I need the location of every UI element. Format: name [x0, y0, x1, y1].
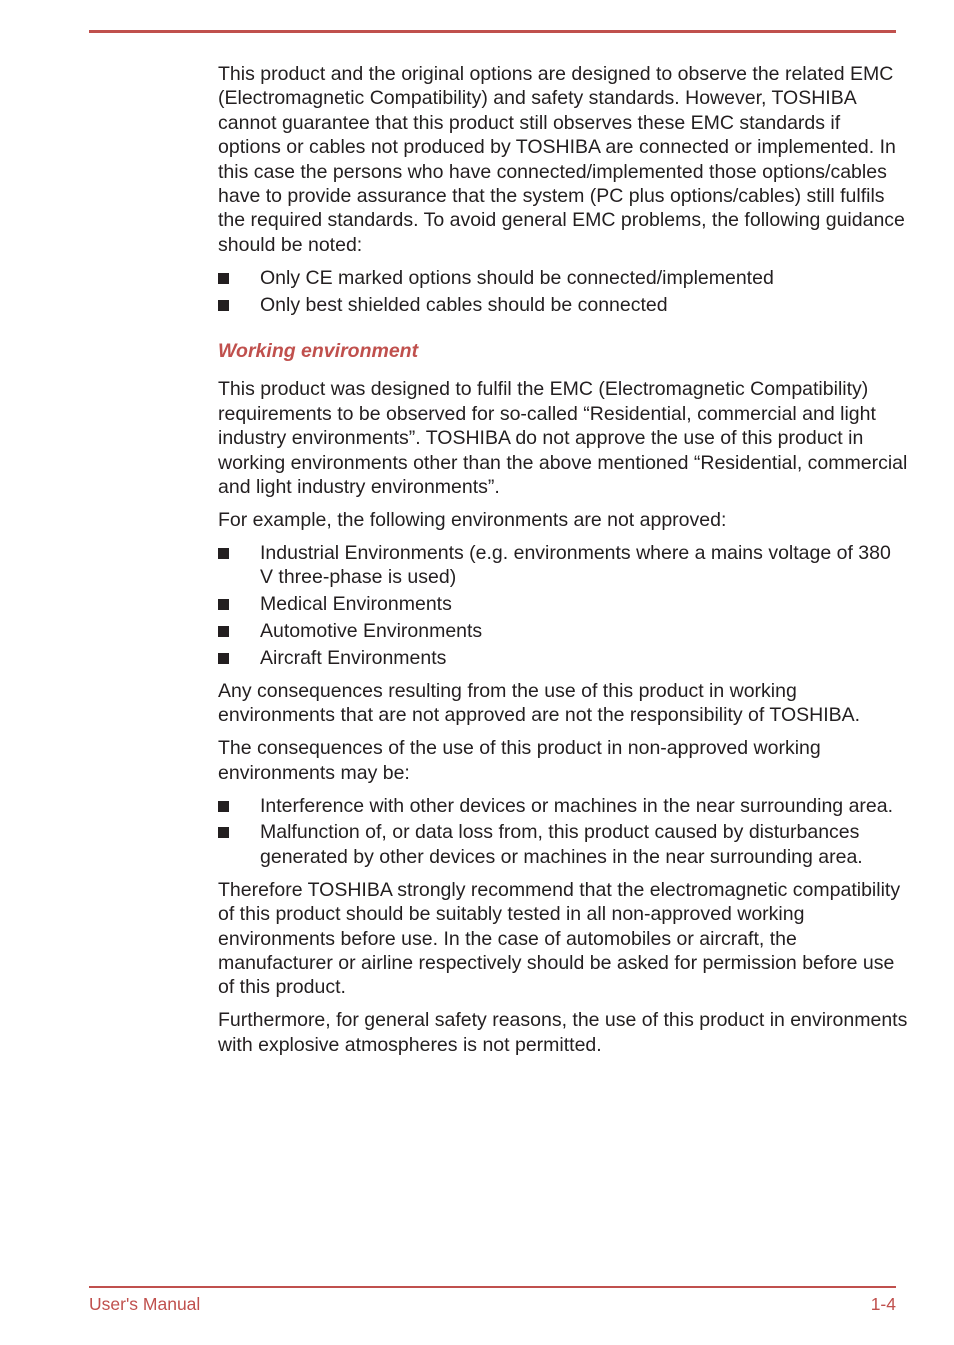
- not-approved-list: [218, 541, 908, 671]
- section-heading: Working environment: [218, 340, 419, 363]
- furthermore-paragraph: Furthermore, for general safety reasons, the use of this product in environments with explosive atmospheres is not permitted.: [218, 1009, 908, 1056]
- guidance-list: [218, 266, 908, 317]
- list-item-text: Medical Environments: [260, 593, 452, 616]
- list-item-text: Aircraft Environments: [260, 647, 447, 670]
- list-item: [218, 820, 908, 869]
- therefore-paragraph: Therefore TOSHIBA strongly recommend that the electromagnetic compatibility of this product should be suitably tested in all non-approved working environments before use. In the case of automobiles or aircraft, the manufacturer or airline respectively should be asked for permission before use of this product.: [218, 878, 901, 999]
- intro-paragraph: This product and the original options are designed to observe the related EMC (Electromagnetic Compatibility) and safety standards. However, TOSHIBA cannot guarantee that this product still observes these EMC standards if options or cables not produced by TOSHIBA are connected or implemented. In this case the persons who have connected/implemented those options/cables have to provide assurance that the system (PC plus options/cables) still fulfils the required standards. To avoid general EMC problems, the following guidance should be noted:: [218, 63, 905, 256]
- list-item-text: Interference with other devices or machines in the near surrounding area.: [260, 794, 894, 817]
- bullet-square-icon: [218, 827, 229, 838]
- consequence-list: [218, 794, 908, 870]
- bullet-square-icon: [218, 599, 229, 610]
- bullet-square-icon: [218, 300, 229, 311]
- list-item: [218, 646, 908, 670]
- design-paragraph: This product was designed to fulfil the EMC (Electromagnetic Compatibility) requirements to be observed for so-called “Residential, commercial and light industry environments”. TOSHIBA do not approve the use of this product in working environments other than the above mentioned “Residential, commercial and light industry environments”.: [218, 378, 908, 499]
- list-item: [218, 619, 908, 643]
- page-number: 1-4: [870, 1294, 896, 1314]
- bullet-square-icon: [218, 653, 229, 664]
- list-item: [218, 592, 908, 616]
- list-item-text: Only CE marked options should be connected/implemented: [260, 266, 774, 289]
- bullet-square-icon: [218, 801, 229, 812]
- example-paragraph: For example, the following environments are not approved:: [218, 509, 727, 531]
- consequences-paragraph: Any consequences resulting from the use of this product in working environments that are not approved are not the responsibility of TOSHIBA.: [218, 679, 861, 727]
- list-item: [218, 794, 908, 818]
- list-item-text: Only best shielded cables should be connected: [260, 293, 668, 316]
- list-item-text: Malfunction of, or data loss from, this product caused by disturbances generated by other devices or machines in the near surrounding area.: [260, 821, 863, 868]
- list-item: [218, 293, 908, 317]
- may-be-paragraph: The consequences of the use of this product in non-approved working environments may be:: [218, 737, 821, 784]
- page-content: [218, 62, 908, 1066]
- bullet-square-icon: [218, 626, 229, 637]
- list-item-text: Automotive Environments: [260, 620, 483, 643]
- footer-manual-title: User's Manual: [89, 1294, 201, 1314]
- header-rule: [89, 30, 896, 33]
- bullet-square-icon: [218, 273, 229, 284]
- bullet-square-icon: [218, 548, 229, 559]
- footer-rule: [89, 1286, 896, 1288]
- list-item-text: Industrial Environments (e.g. environments where a mains voltage of 380 V three-phase is used): [260, 541, 891, 589]
- list-item: [218, 541, 908, 590]
- list-item: [218, 266, 908, 290]
